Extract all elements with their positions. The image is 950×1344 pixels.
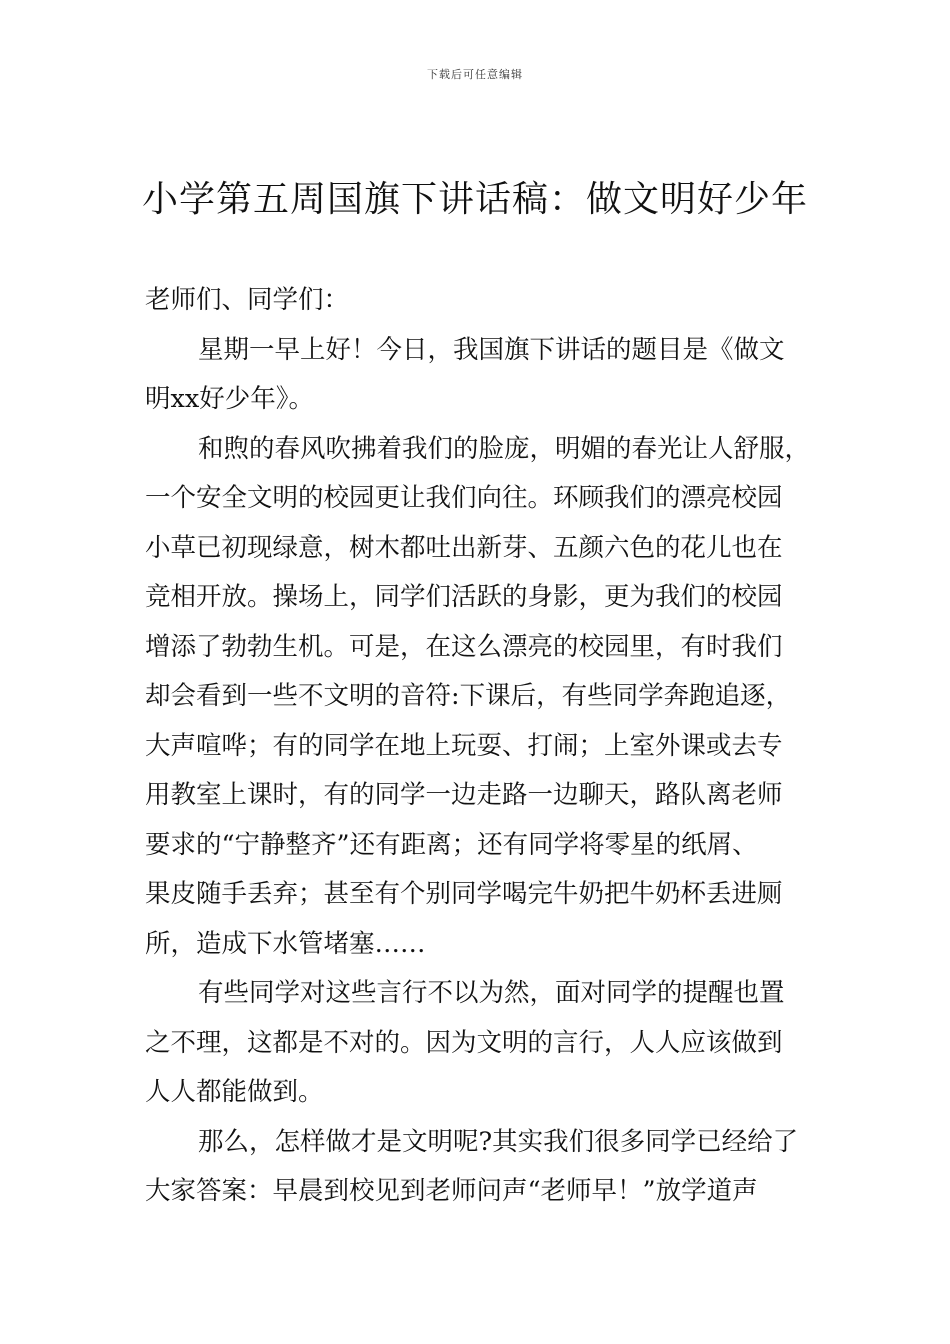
paragraph-opening bbox=[145, 326, 825, 425]
paragraph-response bbox=[145, 969, 825, 1118]
text-line: 所，造成下水管堵塞…… bbox=[145, 928, 426, 959]
text-line: 竞相开放。操场上，同学们活跃的身影，更为我们的校园 bbox=[145, 582, 783, 612]
document-body bbox=[145, 276, 825, 1217]
text-line: 果皮随手丢弃；甚至有个别同学喝完牛奶把牛奶杯丢进厕 bbox=[145, 879, 783, 909]
text-line: 之不理，这都是不对的。因为文明的言行，人人应该做到 bbox=[145, 1027, 783, 1058]
text-line: 有些同学对这些言行不以为然，面对同学的提醒也置 bbox=[198, 978, 785, 1008]
text-line: 小草已初现绿意，树木都吐出新芽、五颜六色的花儿也在 bbox=[145, 532, 783, 563]
text-line: 一个安全文明的校园更让我们向往。环顾我们的漂亮校园 bbox=[145, 483, 783, 513]
text-line: 却会看到一些不文明的音符:下课后，有些同学奔跑追逐， bbox=[145, 681, 792, 711]
text-line: 大家答案：早晨到校见到老师问声“老师早！”放学道声 bbox=[145, 1176, 758, 1206]
text-line: 人人都能做到。 bbox=[145, 1077, 324, 1107]
text-line: 那么，怎样做才是文明呢?其实我们很多同学已经给了 bbox=[198, 1126, 799, 1157]
text-line: 明xx好少年》。 bbox=[145, 384, 315, 414]
paragraph-campus bbox=[145, 425, 825, 970]
text-line: 增添了勃勃生机。可是，在这么漂亮的校园里，有时我们 bbox=[145, 631, 783, 662]
document-title: 小学第五周国旗下讲话稿：做文明好少年 bbox=[141, 179, 808, 220]
text-line: 用教室上课时，有的同学一边走路一边聊天，路队离老师 bbox=[145, 780, 783, 810]
text-line: 星期一早上好！今日，我国旗下讲话的题目是《做文 bbox=[198, 334, 785, 365]
text-line: 老师们、同学们： bbox=[145, 285, 350, 315]
text-line: 大声喧哗；有的同学在地上玩耍、打闹；上室外课或去专 bbox=[145, 730, 783, 761]
paragraph-greeting bbox=[145, 276, 825, 326]
header-note: 下载后可任意编辑 bbox=[427, 68, 523, 81]
text-line: 要求的“宁静整齐”还有距离；还有同学将零星的纸屑、 bbox=[145, 829, 758, 860]
text-line: 和煦的春风吹拂着我们的脸庞，明媚的春光让人舒服， bbox=[198, 433, 811, 464]
paragraph-answer bbox=[145, 1118, 825, 1217]
